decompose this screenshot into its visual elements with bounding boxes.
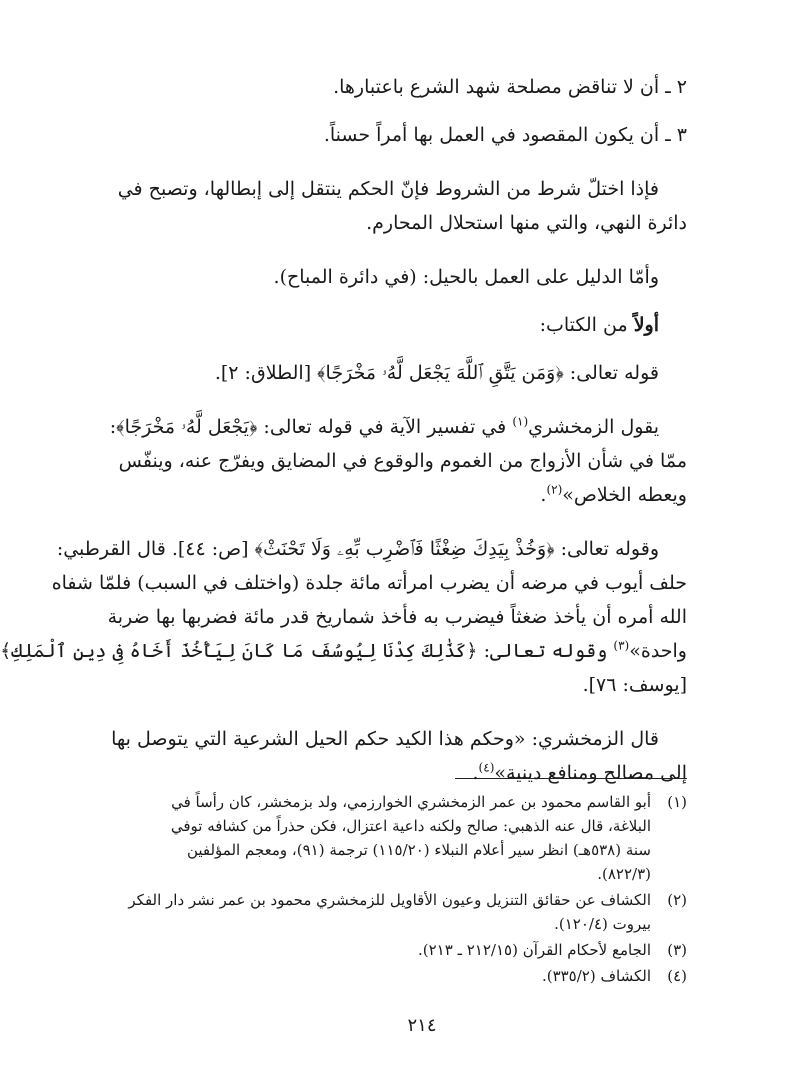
paragraph-line: وأمّا الدليل على العمل بالحيل: (في دائرة المباح). [273, 266, 659, 288]
footnote-ref: (٣) [613, 638, 630, 653]
footnote-divider [455, 778, 687, 779]
paragraph-line: يقول الزمخشري$^{(١)}$ في تفسير الآية في قوله تعالى: ﴿يَجْعَل لَّهُۥ مَخْرَجًا﴾: [109, 414, 659, 438]
footnote-line: الكشاف (٣٣٥/٢). [541, 967, 651, 985]
footnote-number: (٣) [667, 941, 687, 959]
condition-2: ٢ ـ أن لا تناقض مصلحة شهد الشرع باعتبارها. [333, 76, 687, 98]
footnote-line: أبو القاسم محمود بن عمر الزمخشري الخوارزمي، ولد بزمخشر، كان رأساً في [171, 793, 651, 811]
paragraph-line: واحدة»$^{(٣)}$ وقوله تعالى: ﴿كَذَٰلِكَ كِدْنَا لِيُوسُفَ مَا كَانَ لِيَأْخُذَ أَخَاهُ فِى دِينِ ٱلْمَلِكِ﴾ [0, 638, 687, 662]
paragraph-line: وقوله تعالى: ﴿وَخُذْ بِيَدِكَ ضِغْثًا فَٱضْرِب بِّهِۦ وَلَا تَحْنَثْ﴾ [ص: ٤٤]. قال القرطبي: [56, 538, 659, 560]
paragraph-line: قال الزمخشري: «وحكم هذا الكيد حكم الحيل الشرعية التي يتوصل بها [111, 728, 659, 750]
footnote [157, 790, 687, 886]
bold-word: أولاً [633, 314, 659, 336]
footnote-line: الكشاف عن حقائق التنزيل وعيون الأقاويل للزمخشري محمود بن عمر نشر دار الفكر [128, 891, 651, 909]
paragraph-line: الله أمره أن يأخذ ضغثاً فيضرب به فأخذ شماريخ قدر مائة فضربها بها ضربة [107, 606, 687, 628]
quran-verse: قوله تعالى: ﴿وَمَن يَتَّقِ ٱللَّهَ يَجْعَل لَّهُۥ مَخْرَجًا﴾ [الطلاق: ٢]. [214, 362, 659, 384]
page-number: ٢١٤ [407, 1015, 437, 1036]
paragraph-line: ويعطه الخلاص»$^{(٢)}$. [540, 482, 687, 506]
paragraph-line: حلف أيوب في مرضه أن يضرب امرأته مائة جلدة (واختلف في السبب) فلمّا شفاه [51, 572, 687, 594]
heading-text: من الكتاب: [539, 314, 628, 336]
condition-3: ٣ ـ أن يكون المقصود في العمل بها أمراً حسناً. [323, 124, 687, 146]
footnote-ref: (٤) [478, 760, 495, 775]
footnote [128, 888, 687, 936]
paragraph-line: دائرة النهي، والتي منها استحلال المحارم. [366, 212, 687, 234]
footnote-line: البلاغة، قال عنه الذهبي: صالح ولكنه داعية اعتزال، فكن حذراً من كشافه توفي [170, 817, 651, 835]
section-heading [157, 308, 687, 342]
footnote [157, 964, 687, 988]
footnotes [128, 790, 687, 990]
footnote-number: (١) [667, 793, 687, 811]
paragraph-line: [يوسف: ٧٦]. [582, 674, 687, 696]
main-text [0, 70, 687, 790]
footnote-line: سنة (٥٣٨هـ) انظر سير أعلام النبلاء (١١٥/٢٠) ترجمة (٩١)، ومعجم المؤلفين [186, 841, 651, 859]
paragraph-line: فإذا اختلّ شرط من الشروط فإنّ الحكم ينتقل إلى إبطالها، وتصبح في [117, 178, 659, 200]
footnote-line: (٨٢٢/٣). [597, 865, 651, 883]
paragraph-line: ممّا في شأن الأزواج من الغموم والوقوع في المضايق ويفرّج عنه، وينفّس [118, 450, 687, 472]
paragraph-line: إلى مصالح ومنافع دينية»$^{(٤)}$. [472, 760, 687, 784]
footnote [157, 938, 687, 962]
footnote-line: بيروت (١٢٠/٤). [554, 915, 651, 933]
footnote-number: (٢) [667, 891, 687, 909]
footnote-ref: (٢) [546, 482, 563, 497]
footnote-line: الجامع لأحكام القرآن (٢١٢/١٥ ـ ٢١٣). [418, 941, 651, 959]
footnote-ref: (١) [512, 414, 529, 429]
footnote-number: (٤) [667, 967, 687, 985]
